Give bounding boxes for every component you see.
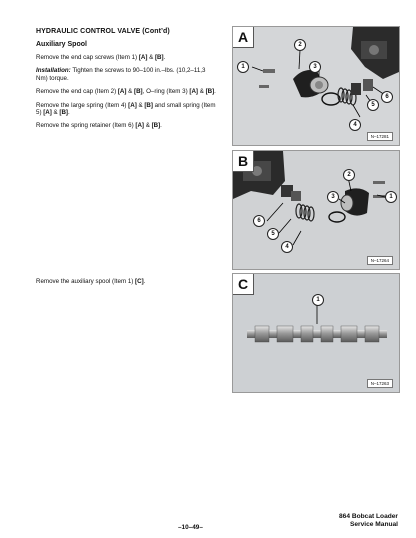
step-remove-spool: Remove the auxiliary spool (Item 1) [C]. bbox=[36, 278, 146, 285]
figure-a-reference: N–17281 bbox=[367, 132, 393, 141]
installation-note: Installation: Tighten the screws to 90–100 in.–lbs. (10,2–11,3 Nm) torque. bbox=[36, 67, 206, 82]
installation-label: Installation: bbox=[36, 67, 71, 75]
page-number: –10–49– bbox=[178, 524, 203, 531]
step-remove-retainer: Remove the spring retainer (Item 6) [A] & [B]. bbox=[36, 122, 162, 130]
manual-title-line1: 864 Bobcat Loader bbox=[339, 513, 398, 520]
figure-b-photo bbox=[233, 151, 399, 269]
callout-5: 5 bbox=[267, 228, 279, 240]
callout-1: 1 bbox=[312, 294, 324, 306]
callout-4: 4 bbox=[349, 119, 361, 131]
callout-1: 1 bbox=[237, 61, 249, 73]
figure-b-letter: B bbox=[233, 151, 254, 172]
figure-c-reference: N–17263 bbox=[367, 379, 393, 388]
callout-6: 6 bbox=[253, 215, 265, 227]
figure-c-letter: C bbox=[233, 274, 254, 295]
step-remove-end-cap: Remove the end cap (Item 2) [A] & [B], O–ring (Item 3) [A] & [B]. bbox=[36, 88, 216, 96]
section-heading: HYDRAULIC CONTROL VALVE (Cont’d) bbox=[36, 28, 170, 35]
figure-c bbox=[232, 273, 400, 393]
figure-a-photo bbox=[233, 27, 399, 145]
callout-1: 1 bbox=[385, 191, 397, 203]
manual-title bbox=[339, 513, 398, 529]
figure-c-photo bbox=[233, 274, 399, 392]
instruction-column bbox=[36, 28, 216, 136]
step-remove-springs: Remove the large spring (Item 4) [A] & [B] and small spring (Item 5) [A] & [B]. bbox=[36, 101, 216, 117]
callout-4: 4 bbox=[281, 241, 293, 253]
figure-a-letter: A bbox=[233, 27, 254, 48]
callout-2: 2 bbox=[294, 39, 306, 51]
figure-b-reference: N–17264 bbox=[367, 256, 393, 265]
section-subheading: Auxiliary Spool bbox=[36, 41, 87, 48]
callout-3: 3 bbox=[309, 61, 321, 73]
callout-3: 3 bbox=[327, 191, 339, 203]
figure-a bbox=[232, 26, 400, 146]
callout-5: 5 bbox=[367, 99, 379, 111]
manual-title-line2: Service Manual bbox=[349, 521, 398, 528]
callout-2: 2 bbox=[343, 169, 355, 181]
figure-b bbox=[232, 150, 400, 270]
callout-6: 6 bbox=[381, 91, 393, 103]
step-remove-screws: Remove the end cap screws (Item 1) [A] & [B]. bbox=[36, 54, 166, 61]
